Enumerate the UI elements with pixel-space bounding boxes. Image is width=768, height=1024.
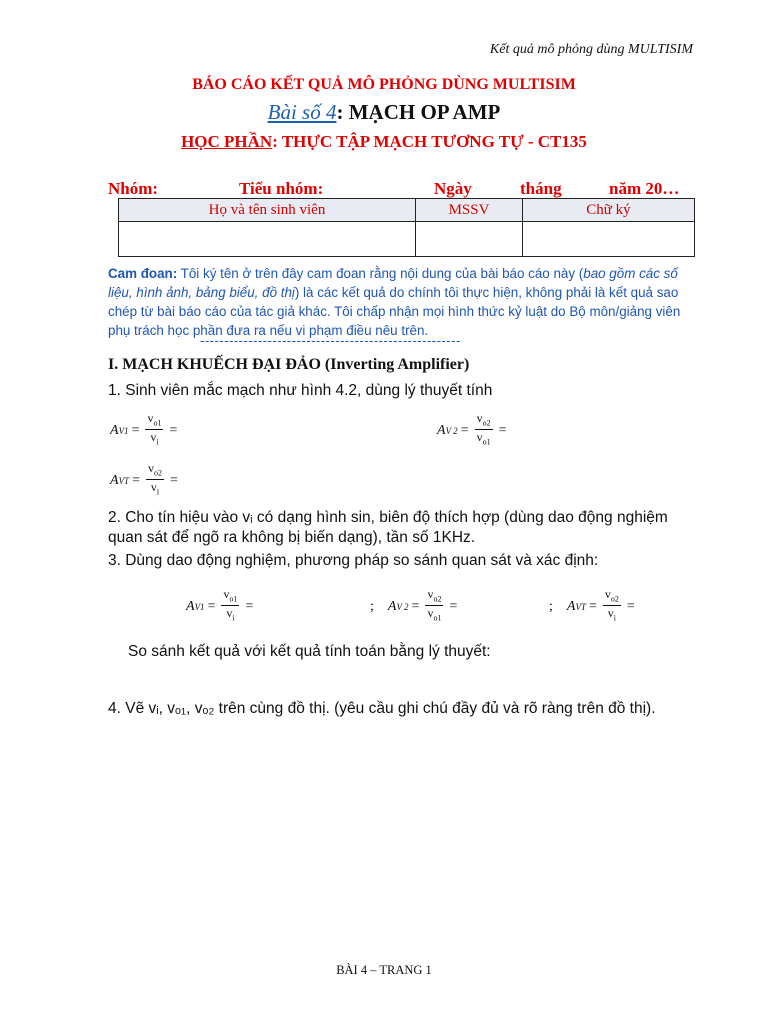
declaration-text-2: ) là các kết quả do chính tôi thực hiện, không phải là kết quả sao chép từ bài báo cáo của tác giả khác. Tôi chấp nhận mọi hình thức kỷ luật do Bộ môn/giảng viên phụ trách học phần đưa ra nếu vi phạm điều nêu trên.	[108, 285, 681, 338]
formula-avt-measured: ; A VT = $\frac{v_{o2}}{v_i}$ =	[549, 587, 635, 623]
report-title: BÁO CÁO KẾT QUẢ MÔ PHỎNG DÙNG MULTISIM	[192, 76, 576, 93]
separator-line: ------------------------------------------------------	[200, 333, 461, 348]
course-label: HỌC PHẦN	[181, 132, 273, 151]
lesson-number: Bài số 4	[267, 100, 337, 124]
student-table-row	[119, 222, 695, 257]
course-value: : THỰC TẬP MẠCH TƯƠNG TỰ - CT135	[272, 132, 587, 151]
declaration	[108, 264, 696, 340]
course-line	[0, 132, 768, 152]
cell-mssv[interactable]	[416, 222, 523, 257]
section-title: I. MẠCH KHUẾCH ĐẠI ĐẢO (Inverting Amplifier)	[108, 356, 470, 373]
page-footer: BÀI 4 – TRANG 1	[336, 963, 432, 977]
lesson-name: MẠCH OP AMP	[343, 100, 501, 124]
formula-av2-measured: ; A V 2 = $\frac{v_{o2}}{v_{o1}}$ =	[370, 587, 458, 623]
formula-avt-theory: A VT = $\frac{v_{o2}}{v_i}$ =	[110, 461, 178, 497]
formula-av1-theory: A V1 = $\frac{v_{o1}}{v_i}$ =	[110, 411, 178, 447]
cell-signature[interactable]	[523, 222, 695, 257]
year-label: năm 20…	[609, 179, 680, 198]
declaration-italic: bao gồm các số liệu, hình ảnh, bảng biểu, đồ thị	[108, 266, 678, 300]
step-3: 3. Dùng dao động nghiệm, phương pháp so sánh quan sát và xác định:	[108, 552, 599, 569]
day-label: Ngày	[434, 179, 472, 198]
lesson-colon: :	[336, 100, 344, 124]
lesson-title	[0, 100, 768, 125]
running-header: Kết quả mô phỏng dùng MULTISIM	[489, 42, 693, 57]
step-1: 1. Sinh viên mắc mạch như hình 4.2, dùng lý thuyết tính	[108, 382, 493, 399]
student-table-header	[119, 199, 695, 222]
formula-av1-measured: A V1 = $\frac{v_{o1}}{v_i}$ =	[186, 587, 254, 623]
header-signature: Chữ ký	[523, 199, 695, 222]
step-2: 2. Cho tín hiệu vào vᵢ có dạng hình sin, biên độ thích hợp (dùng dao động nghiệm quan sát để ngõ ra không bị biến dạng), tần số 1KHz.	[108, 509, 668, 546]
header-mssv: MSSV	[416, 199, 523, 222]
step-4: 4. Vẽ vᵢ, vₒ₁, vₒ₂ trên cùng đồ thị. (yêu cầu ghi chú đầy đủ và rõ ràng trên đồ thị).	[108, 700, 656, 717]
header-fullname: Họ và tên sinh viên	[119, 199, 416, 222]
declaration-label: Cam đoan:	[108, 266, 178, 281]
compare-text: So sánh kết quả với kết quả tính toán bằng lý thuyết:	[128, 643, 491, 660]
month-label: tháng	[520, 179, 562, 198]
declaration-text-1: Tôi ký tên ở trên đây cam đoan rằng nội dung của bài báo cáo này (	[177, 266, 584, 281]
formula-av2-theory: A V 2 = $\frac{v_{o2}}{v_{o1}}$ =	[437, 411, 507, 447]
cell-fullname[interactable]	[119, 222, 416, 257]
group-label: Nhóm:	[108, 179, 159, 198]
subgroup-label: Tiểu nhóm:	[239, 179, 324, 198]
student-table	[118, 198, 695, 257]
